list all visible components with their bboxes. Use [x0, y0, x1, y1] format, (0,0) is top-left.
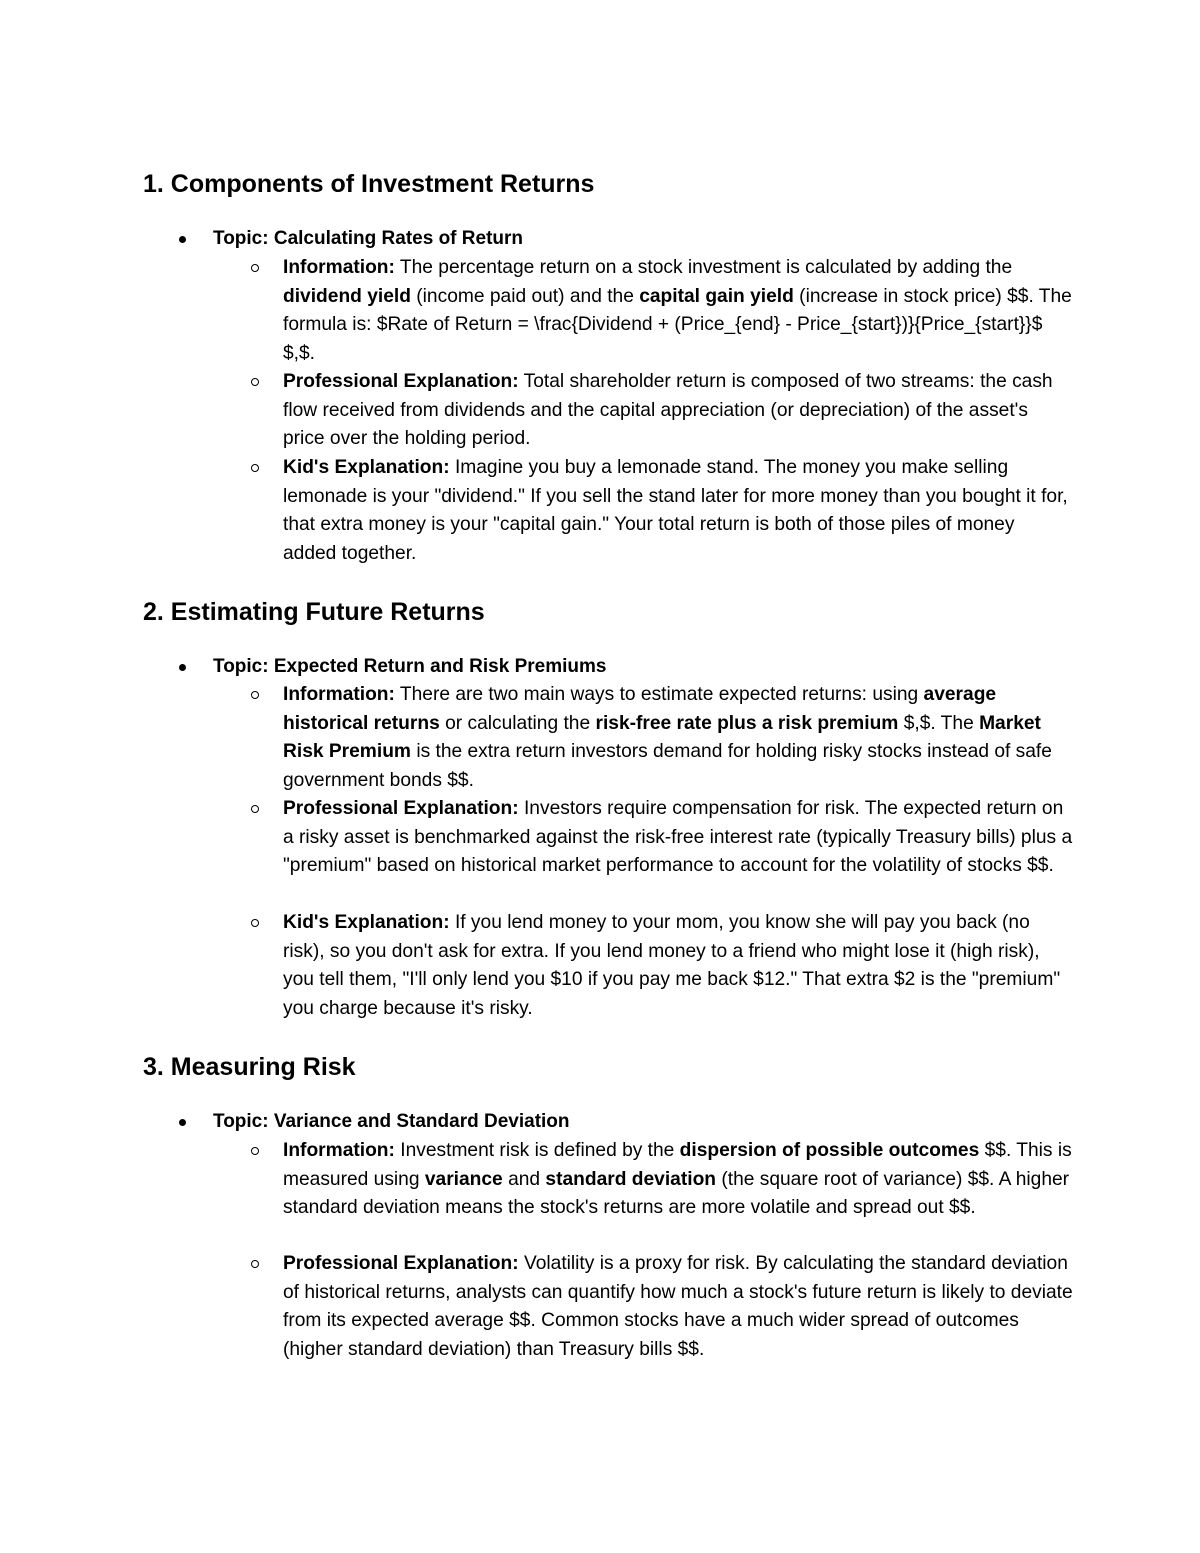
- item-emphasis: variance: [424, 1168, 503, 1190]
- item-text: Imagine you buy a lemonade stand. The money you make selling lemonade is your "dividend." If you sell the stand later for more money than you bought it for, that extra money is your "capital gain." Your total return is both of those piles of money added together.: [283, 457, 1068, 564]
- circle-bullet-icon: [251, 805, 259, 813]
- item-emphasis: standard deviation: [545, 1168, 717, 1190]
- info-item: [283, 681, 1073, 795]
- item-emphasis: dispersion of possible outcomes: [679, 1140, 980, 1161]
- item-label: Kid's Explanation:: [283, 912, 450, 933]
- item-text: There are two main ways to estimate expected returns: using: [394, 684, 924, 705]
- item-text: Total shareholder return is composed of two streams: the cash flow received from dividends and the capital appreciation (or depreciation) of the asset's price over the holding period.: [283, 371, 1053, 449]
- bullet-icon: [179, 236, 186, 243]
- item-text: $,$. The: [898, 712, 980, 734]
- item-text: The percentage return on a stock investment is calculated by adding the: [394, 257, 1013, 278]
- item-emphasis: dividend yield: [283, 285, 411, 307]
- item-emphasis: Market Risk Premium: [283, 712, 1041, 762]
- item-emphasis: risk-free rate plus a risk premium: [595, 712, 899, 734]
- item-text: and: [502, 1168, 546, 1190]
- item-text: $$. This is measured using: [283, 1140, 1072, 1190]
- circle-bullet-icon: [251, 919, 259, 927]
- item-text: If you lend money to your mom, you know she will pay you back (no risk), so you don't ask for extra. If you lend money to a friend who might lose it (high risk), you tell them, "I'll only lend you $10 if you pay me back $12." That extra $2 is the "premium" you charge because it's risky.: [283, 912, 1061, 1019]
- section-heading: 2. Estimating Future Returns: [143, 598, 485, 626]
- section-heading: 1. Components of Investment Returns: [143, 170, 595, 198]
- circle-bullet-icon: [251, 264, 259, 272]
- item-text: Investment risk is defined by the: [394, 1140, 680, 1161]
- bullet-icon: [179, 1119, 186, 1126]
- item-label: Professional Explanation:: [283, 371, 519, 392]
- item-text: (the square root of variance) $$. A higher standard deviation means the stock's returns are more volatile and spread out $$.: [283, 1168, 1070, 1218]
- item-emphasis: capital gain yield: [639, 285, 794, 307]
- item-text: is the extra return investors demand for holding risky stocks instead of safe government bonds $$.: [283, 741, 1052, 791]
- circle-bullet-icon: [251, 1147, 259, 1155]
- circle-bullet-icon: [251, 464, 259, 472]
- item-label: Kid's Explanation:: [283, 457, 450, 478]
- circle-bullet-icon: [251, 378, 259, 386]
- item-text: Investors require compensation for risk. The expected return on a risky asset is benchmarked against the risk-free interest rate (typically Treasury bills) plus a "premium" based on historical market performance to account for the volatility of stocks $$.: [283, 798, 1073, 876]
- topic-title: Topic: Calculating Rates of Return: [213, 228, 524, 249]
- item-label: Information:: [283, 1140, 395, 1161]
- item-label: Professional Explanation:: [283, 798, 519, 819]
- professional-item: [283, 1250, 1073, 1364]
- kids-item: [283, 909, 1073, 1023]
- topic-title: Topic: Expected Return and Risk Premiums: [213, 656, 607, 677]
- item-label: Professional Explanation:: [283, 1253, 519, 1274]
- topic-title: Topic: Variance and Standard Deviation: [213, 1111, 570, 1132]
- item-text: (income paid out) and the: [410, 285, 640, 307]
- bullet-icon: [179, 664, 186, 671]
- item-text: or calculating the: [439, 712, 596, 734]
- professional-item: [283, 368, 1073, 454]
- professional-item: [283, 795, 1073, 881]
- item-label: Information:: [283, 257, 395, 278]
- info-item: [283, 1137, 1073, 1223]
- item-text: Volatility is a proxy for risk. By calculating the standard deviation of historical returns, analysts can quantify how much a stock's future return is likely to deviate from its expected average $$. Common stocks have a much wider spread of outcomes (higher standard deviation) than Treasury bills $$.: [283, 1253, 1073, 1360]
- item-label: Information:: [283, 684, 395, 705]
- item-text: (increase in stock price) $$. The formula is: $Rate of Return = \frac{Dividend + (Price_{end} - Price_{start})}{Price_{start}}$ $,$.: [283, 285, 1072, 364]
- kids-item: [283, 454, 1073, 568]
- circle-bullet-icon: [251, 691, 259, 699]
- section-heading: 3. Measuring Risk: [143, 1053, 356, 1081]
- info-item: [283, 254, 1073, 368]
- circle-bullet-icon: [251, 1260, 259, 1268]
- item-emphasis: average historical returns: [283, 684, 997, 734]
